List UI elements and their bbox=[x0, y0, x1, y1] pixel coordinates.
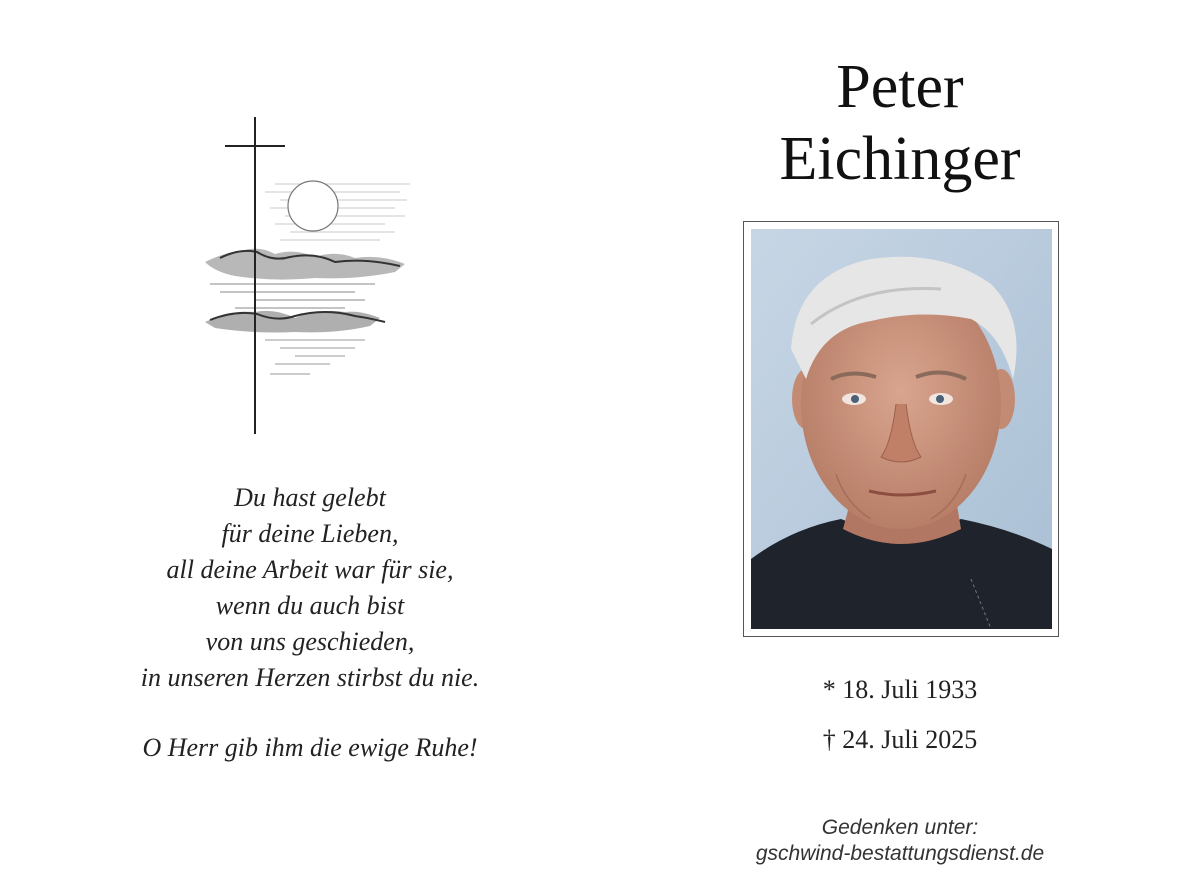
poem-line: Du hast gelebt bbox=[234, 483, 386, 512]
poem-line: all deine Arbeit war für sie, bbox=[166, 555, 454, 584]
poem-line: für deine Lieben, bbox=[221, 519, 399, 548]
memorial-link[interactable]: gschwind-bestattungsdienst.de bbox=[755, 842, 1045, 865]
first-name: Peter bbox=[836, 53, 964, 121]
portrait-frame bbox=[743, 221, 1059, 637]
poem bbox=[60, 480, 560, 696]
cross-sun-landscape-icon bbox=[195, 112, 425, 442]
last-name: Eichinger bbox=[779, 125, 1021, 193]
birth-date: * 18. Juli 1933 bbox=[822, 675, 978, 704]
poem-line: in unseren Herzen stirbst du nie. bbox=[140, 663, 480, 692]
poem-line: von uns geschieden, bbox=[205, 627, 415, 656]
death-date: † 24. Juli 2025 bbox=[822, 725, 978, 754]
closing-prayer: O Herr gib ihm die ewige Ruhe! bbox=[142, 733, 478, 762]
memorial-label: Gedenken unter: bbox=[821, 816, 979, 839]
poem-line: wenn du auch bist bbox=[215, 591, 405, 620]
right-panel bbox=[600, 0, 1200, 896]
portrait-photo bbox=[751, 229, 1052, 629]
